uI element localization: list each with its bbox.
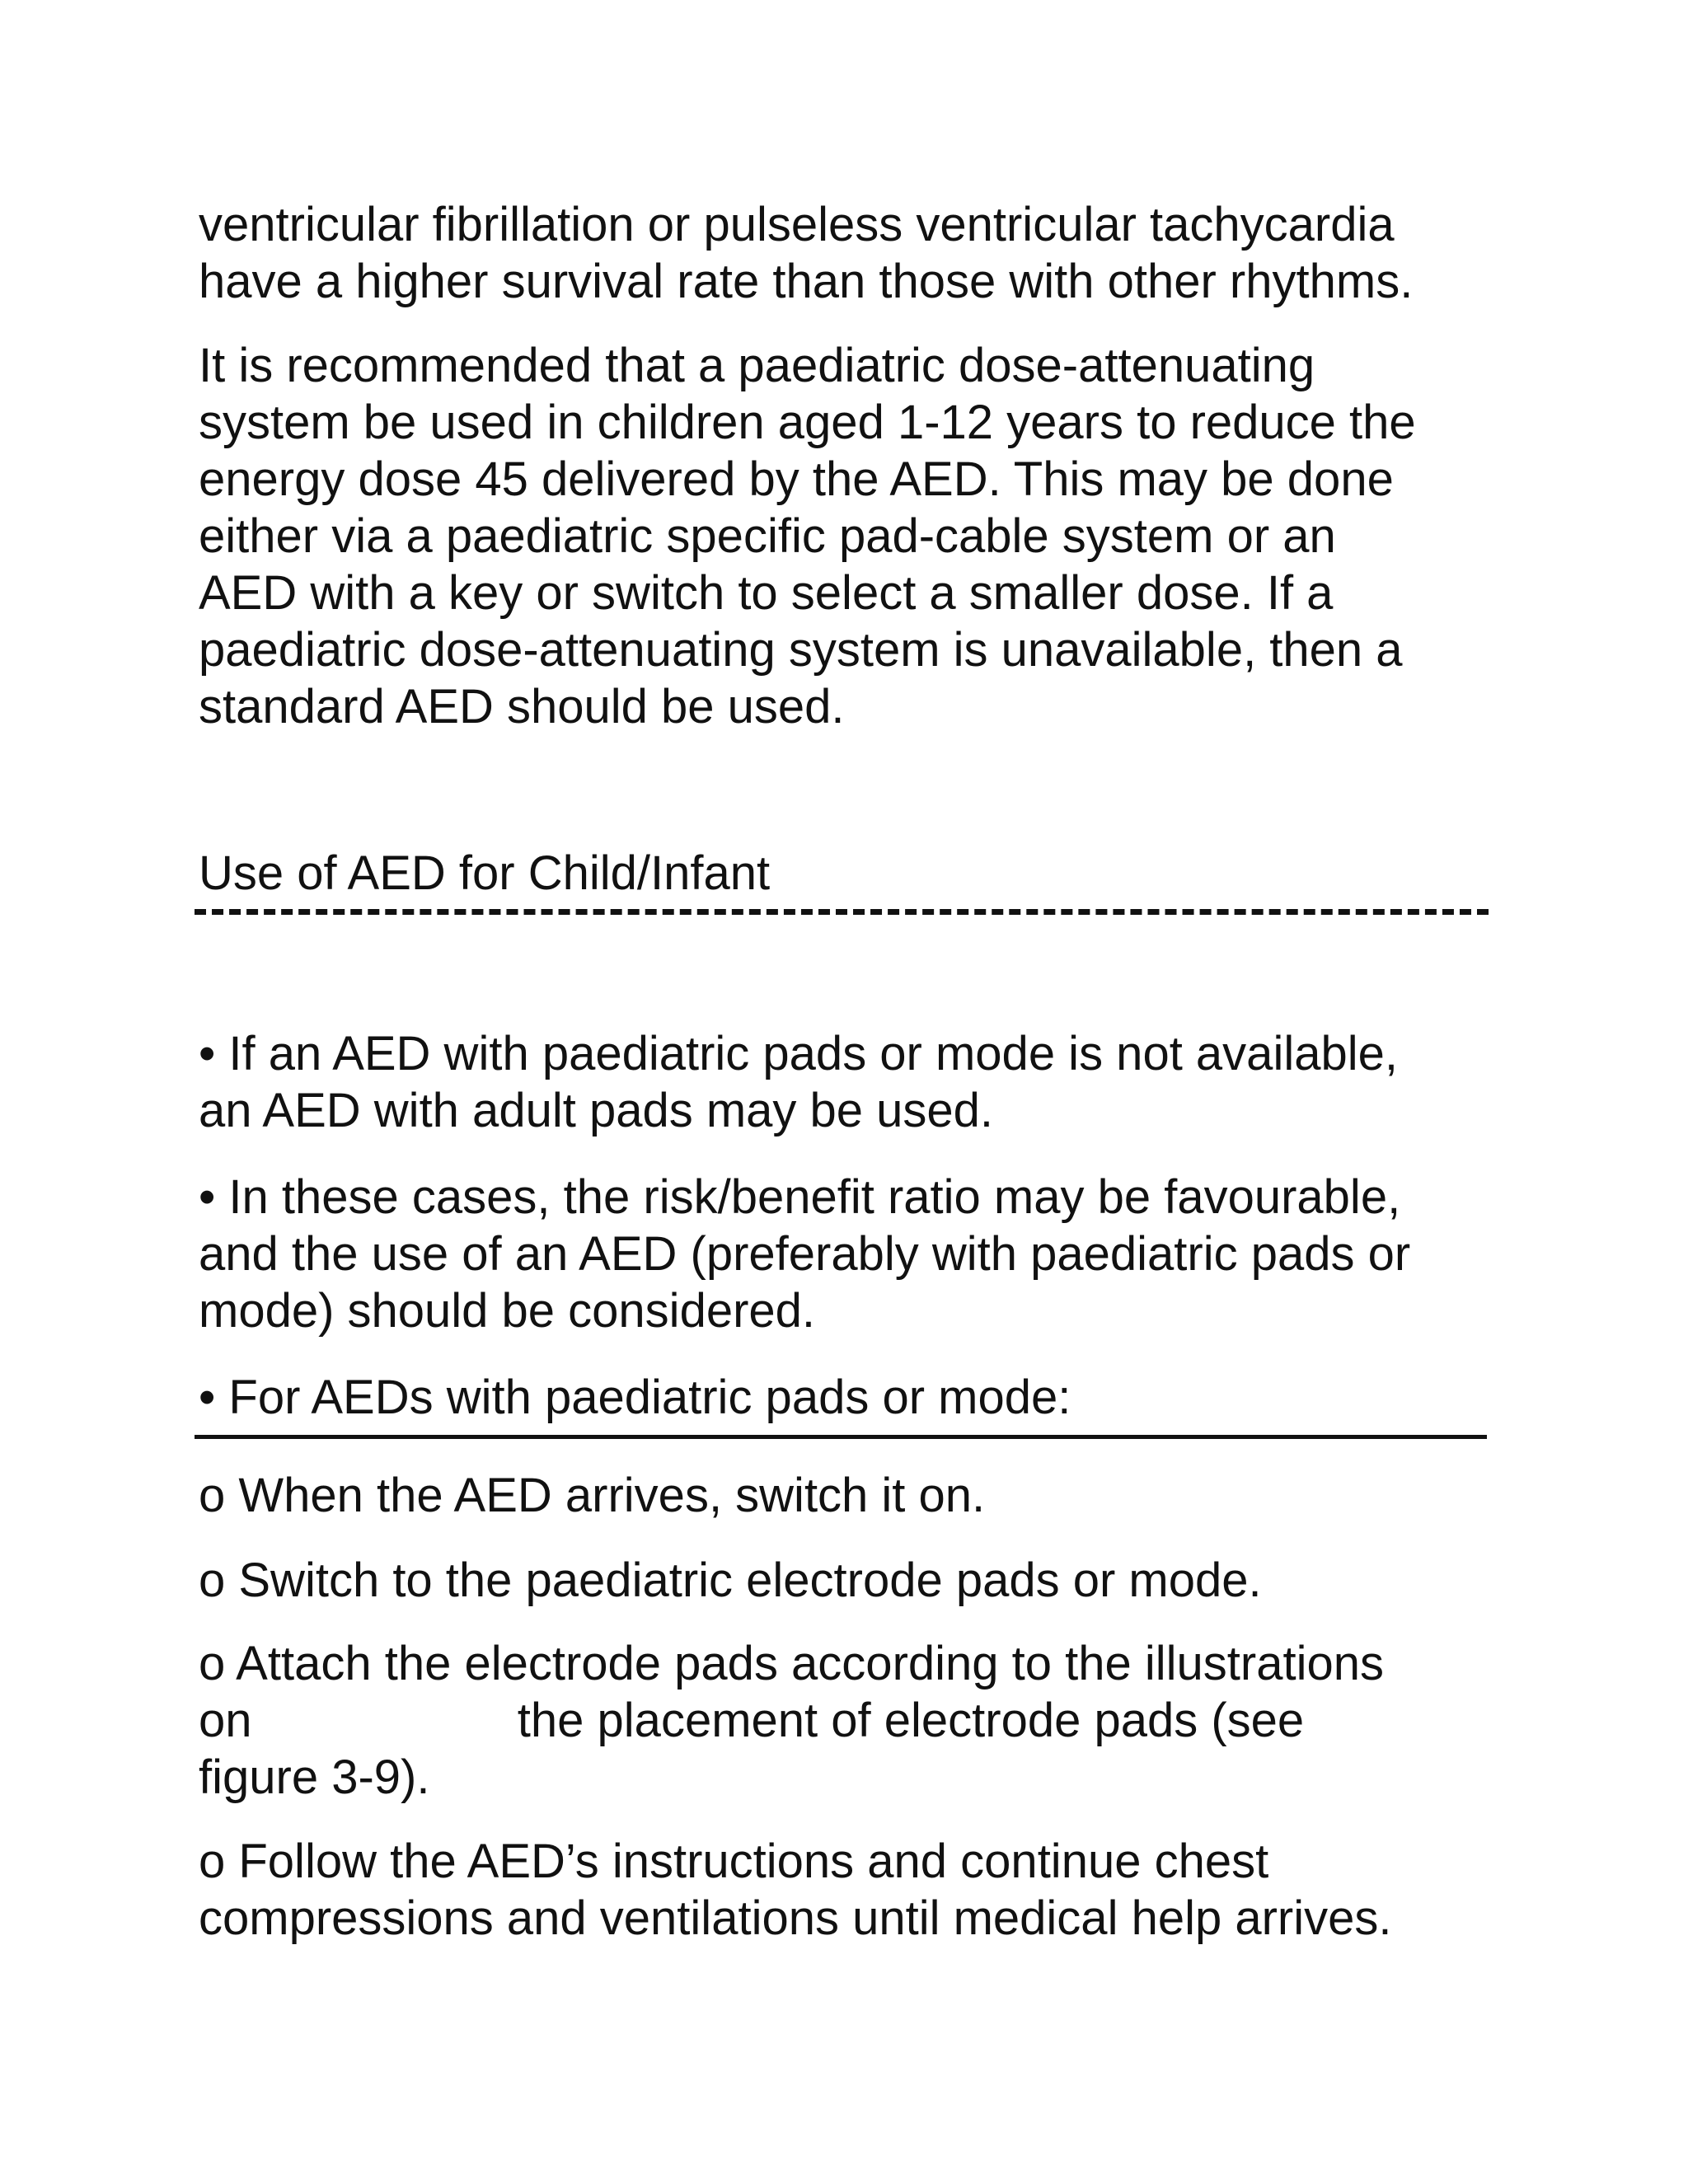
solid-divider xyxy=(195,1435,1487,1439)
bullet-risk-benefit xyxy=(199,1169,1509,1339)
text-line: system be used in children aged 1-12 years to reduce the xyxy=(199,396,1416,449)
step-switch-pads xyxy=(199,1552,1509,1609)
text-line: It is recommended that a paediatric dose-attenuating xyxy=(199,339,1315,392)
text-line: on the placement of electrode pads (see xyxy=(199,1694,1305,1747)
section-heading: Use of AED for Child/Infant xyxy=(199,846,771,900)
text-line: an AED with adult pads may be used. xyxy=(199,1084,994,1137)
text-line: either via a paediatric specific pad-cable system or an xyxy=(199,509,1336,563)
text-line: o Attach the electrode pads according to the illustrations xyxy=(199,1637,1384,1690)
text-line: o Switch to the paediatric electrode pads or mode. xyxy=(199,1554,1262,1607)
bullet-paediatric-mode xyxy=(199,1369,1509,1426)
text-line: energy dose 45 delivered by the AED. This may be done xyxy=(199,452,1394,506)
text-line: o When the AED arrives, switch it on. xyxy=(199,1469,986,1522)
paragraph-dose-attenuation xyxy=(199,337,1509,735)
text-line: mode) should be considered. xyxy=(199,1284,816,1338)
text-line: o Follow the AED’s instructions and continue chest xyxy=(199,1835,1269,1888)
text-line: • If an AED with paediatric pads or mode is not available, xyxy=(199,1027,1398,1080)
text-line: paediatric dose-attenuating system is unavailable, then a xyxy=(199,623,1403,677)
step-switch-on xyxy=(199,1467,1509,1524)
text-line: AED with a key or switch to select a smaller dose. If a xyxy=(199,566,1334,620)
text-line: have a higher survival rate than those with other rhythms. xyxy=(199,255,1414,308)
text-line: • For AEDs with paediatric pads or mode: xyxy=(199,1371,1071,1424)
step-attach-pads xyxy=(199,1635,1509,1806)
text-line: standard AED should be used. xyxy=(199,680,845,733)
bullet-adult-pads xyxy=(199,1025,1509,1139)
step-follow-instructions xyxy=(199,1833,1509,1947)
text-line: ventricular fibrillation or pulseless ventricular tachycardia xyxy=(199,198,1395,251)
dashed-divider xyxy=(195,909,1489,915)
text-line: • In these cases, the risk/benefit ratio may be favourable, xyxy=(199,1170,1401,1224)
text-line: and the use of an AED (preferably with paediatric pads or xyxy=(199,1227,1411,1281)
text-line: compressions and ventilations until medical help arrives. xyxy=(199,1891,1392,1945)
paragraph-rhythm-survival xyxy=(199,196,1509,310)
text-line: figure 3-9). xyxy=(199,1750,430,1804)
